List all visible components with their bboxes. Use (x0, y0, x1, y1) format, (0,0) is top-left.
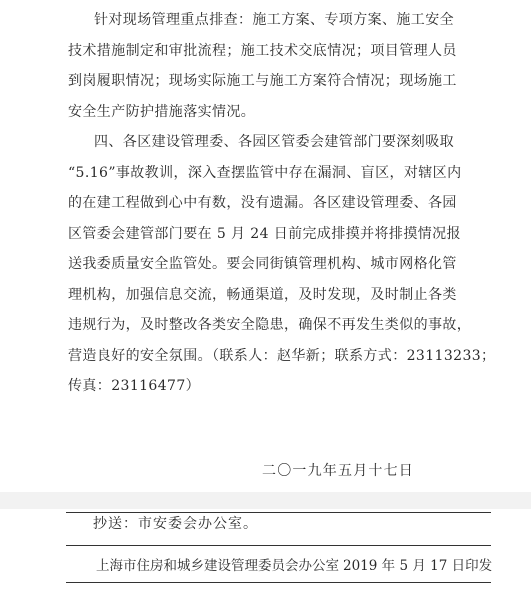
paragraph-item-four (68, 127, 496, 402)
text-line: 到岗履职情况；现场实际施工与施工方案符合情况；现场施工 (68, 73, 457, 89)
carbon-copy-line: 抄送：市安委会办公室。 (93, 516, 258, 532)
text-line: 送我委质量安全监管处。要会同街镇管理机构、城市网格化管 (68, 256, 457, 272)
document-date: 二〇一九年五月十七日 (262, 463, 414, 479)
text-line: 营造良好的安全氛围。（联系人：赵华新；联系方式：23113233； (68, 347, 496, 364)
divider-bottom (66, 582, 491, 583)
text-line: 针对现场管理重点排查：施工方案、专项方案、施工安全 (94, 12, 454, 28)
text-line: 违规行为，及时整改各类安全隐患，确保不再发生类似的事故， (68, 317, 472, 333)
issuing-office: 上海市住房和城乡建设管理委员会办公室 (96, 558, 339, 574)
text-line: 理机构，加强信息交流，畅通渠道，及时发现，及时制止各类 (68, 286, 457, 303)
text-line: 的在建工程做到心中有数，没有遗漏。各区建设管理委、各园 (68, 195, 457, 211)
issue-date: 2019 年 5 月 17 日印发 (343, 558, 493, 574)
text-line: 传真：23116477） (68, 378, 201, 394)
text-line: 安全生产防护措施落实情况。 (68, 103, 256, 120)
page-gap (0, 492, 531, 509)
text-line: 区管委会建管部门要在 5 月 24 日前完成排摸并将排摸情况报 (68, 225, 461, 242)
document-footer (0, 509, 531, 597)
divider-top (66, 512, 491, 513)
text-line: 技术措施制定和审批流程；施工技术交底情况；项目管理人员 (68, 42, 457, 59)
text-line: “5.16”事故教训，深入查摆监管中存在漏洞、盲区，对辖区内 (68, 164, 462, 181)
text-line: 四、各区建设管理委、各园区管委会建管部门要深刻吸取 (94, 134, 454, 150)
paragraph-site-management (68, 5, 489, 127)
divider-middle (66, 545, 491, 546)
